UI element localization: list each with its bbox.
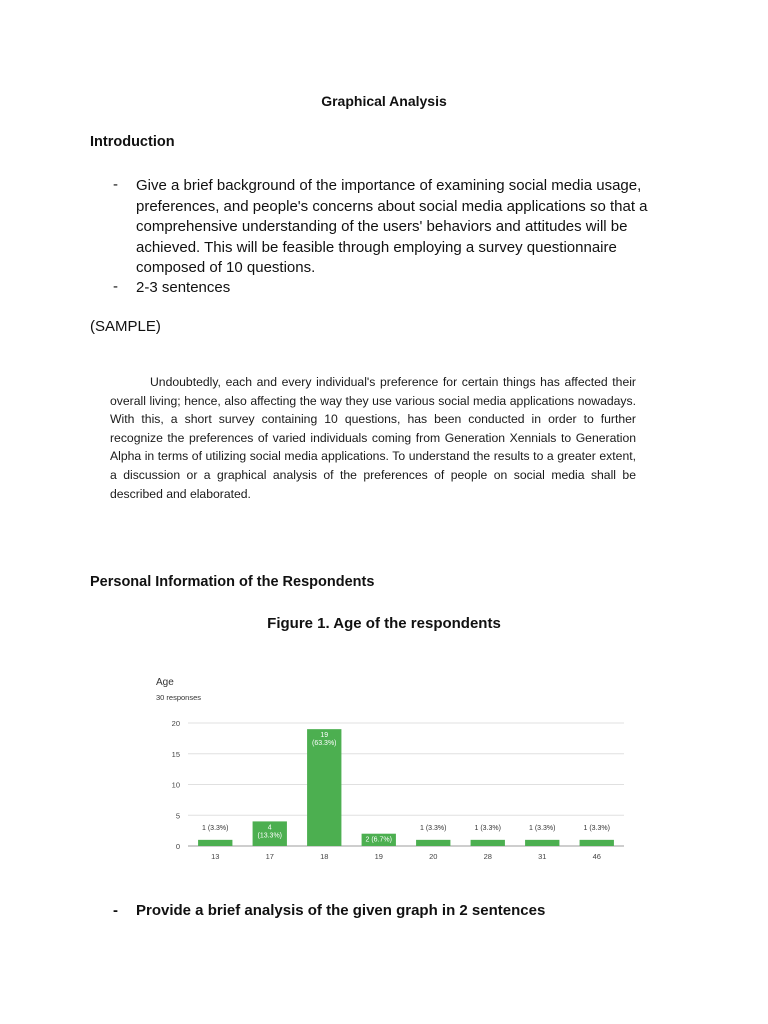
introduction-bullet-2: 2-3 sentences	[136, 279, 231, 296]
bullet-marker: -	[113, 278, 118, 295]
data-label-line: 19	[320, 732, 329, 740]
y-tick-label: 5	[175, 811, 180, 821]
analysis-instruction: Provide a brief analysis of the given graph in 2 sentences	[136, 902, 546, 919]
sample-label: (SAMPLE)	[90, 318, 161, 335]
bullet-marker: -	[113, 902, 118, 919]
bar	[471, 840, 505, 846]
y-tick-label: 10	[171, 780, 180, 790]
introduction-heading: Introduction	[90, 134, 175, 150]
data-label: 1 (3.3%)	[202, 824, 229, 832]
x-tick-label: 28	[483, 852, 492, 861]
y-tick-label: 0	[175, 842, 180, 851]
introduction-bullet-1: Give a brief background of the importance of examining social media usage, preferences, and people's concerns about social media applications so that a comprehensive understanding of the users' behaviors and attitudes will be achieved. This will be feasible through employing a survey questionnaire composed of 10 questions.	[136, 177, 648, 276]
bar	[580, 840, 614, 846]
document-title: Graphical Analysis	[321, 93, 447, 109]
data-label: 1 (3.3%)	[529, 824, 556, 832]
y-tick-label: 15	[171, 749, 180, 759]
data-label-line: (13.3%)	[257, 832, 283, 840]
x-tick-label: 20	[429, 852, 438, 861]
x-tick-label: 46	[592, 852, 601, 861]
x-tick-label: 17	[265, 852, 274, 861]
age-bar-chart	[146, 663, 628, 873]
bullet-marker: -	[113, 176, 118, 193]
figure-caption: Figure 1. Age of the respondents	[267, 615, 501, 632]
personal-info-heading: Personal Information of the Respondents	[90, 574, 375, 590]
data-label: 2 (6.7%)	[365, 836, 392, 844]
data-label-line: (63.3%)	[311, 740, 337, 748]
chart-subtitle: 30 responses	[156, 693, 202, 702]
data-label: 1 (3.3%)	[420, 824, 447, 832]
data-label-line: 4	[267, 824, 272, 832]
x-tick-label: 31	[538, 852, 547, 861]
y-tick-label: 20	[171, 719, 180, 728]
chart-title: Age	[156, 677, 174, 688]
bar	[416, 840, 450, 846]
sample-paragraph: Undoubtedly, each and every individual's preference for certain things has affected their overall living; hence, also affecting the way they use various social media applications nowadays. With this, a short survey containing 10 questions, has been conducted in order to further recognize the preferences of varied individuals coming from Generation Xennials to Generation Alpha in terms of utilizing social media applications. To understand the results to a greater extent, a discussion or a graphical analysis of the preferences of people on social media shall be described and elaborated.	[110, 375, 636, 501]
data-label: 1 (3.3%)	[474, 824, 501, 832]
x-tick-label: 13	[211, 852, 220, 861]
x-tick-label: 18	[320, 852, 329, 861]
data-label: 1 (3.3%)	[583, 824, 610, 832]
x-tick-label: 19	[374, 852, 383, 861]
bar	[198, 840, 232, 846]
bar	[525, 840, 559, 846]
